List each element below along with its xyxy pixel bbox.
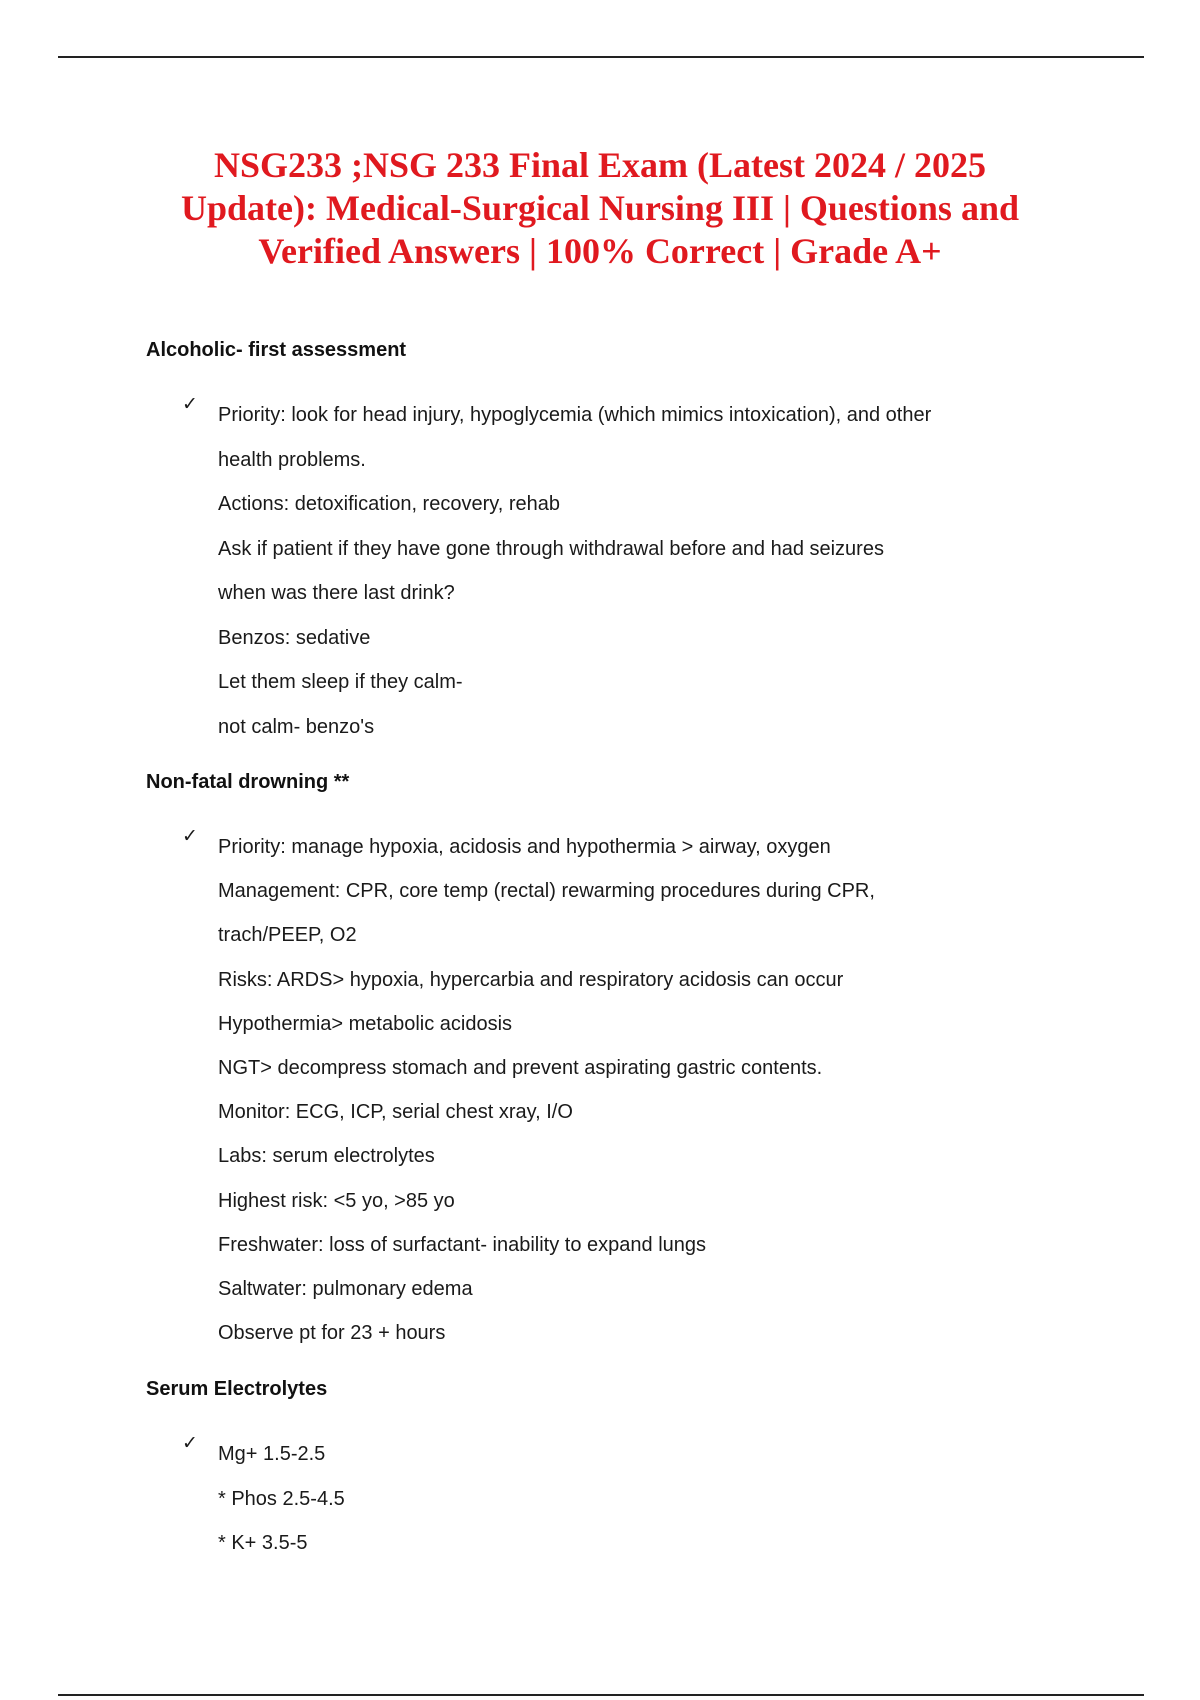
section-heading: Alcoholic- first assessment (146, 339, 407, 361)
answer-line: Hypothermia> metabolic acidosis (218, 1012, 513, 1035)
answer-line: Ask if patient if they have gone through withdrawal before and had seizures (218, 537, 884, 560)
checkmark-icon: ✓ (182, 1432, 198, 1454)
answer-line: Priority: look for head injury, hypoglycemia (which mimics intoxication), and other (218, 404, 932, 426)
answer-line: Benzos: sedative (218, 626, 371, 649)
answer-line: Observe pt for 23 + hours (218, 1322, 446, 1345)
answer-line: Priority: manage hypoxia, acidosis and hypothermia > airway, oxygen (218, 836, 831, 858)
answer-line: Let them sleep if they calm- (218, 671, 463, 693)
answer-entry (146, 1432, 1046, 1566)
section-alcoholic-assessment (146, 337, 1046, 749)
section-heading: Non-fatal drowning ** (146, 771, 350, 793)
section-serum-electrolytes (146, 1376, 1046, 1566)
answer-entry (146, 393, 1046, 749)
bottom-rule (58, 1694, 1144, 1696)
answer-line: NGT> decompress stomach and prevent aspirating gastric contents. (218, 1057, 823, 1080)
answer-line: Mg+ 1.5-2.5 (218, 1443, 326, 1465)
section-non-fatal-drowning (146, 769, 1046, 1355)
answer-line: * K+ 3.5-5 (218, 1532, 308, 1554)
title-line: Verified Answers | 100% Correct | Grade A+ (258, 231, 942, 271)
answer-line: * Phos 2.5-4.5 (218, 1487, 345, 1510)
answer-line: Risks: ARDS> hypoxia, hypercarbia and respiratory acidosis can occur (218, 968, 844, 991)
answer-entry (146, 825, 1046, 1355)
answer-line: when was there last drink? (218, 582, 455, 604)
checkmark-icon: ✓ (182, 393, 198, 415)
top-rule (58, 56, 1144, 58)
answer-line: trach/PEEP, O2 (218, 924, 357, 947)
answer-line: Freshwater: loss of surfactant- inability to expand lungs (218, 1233, 707, 1256)
checkmark-icon: ✓ (182, 825, 198, 847)
section-heading: Serum Electrolytes (146, 1378, 328, 1400)
answer-line: Monitor: ECG, ICP, serial chest xray, I/O (218, 1101, 573, 1124)
document-title (120, 144, 1080, 273)
answer-line: health problems. (218, 448, 366, 471)
answer-line: Labs: serum electrolytes (218, 1145, 435, 1168)
answer-line: not calm- benzo's (218, 715, 375, 738)
answer-line: Actions: detoxification, recovery, rehab (218, 493, 561, 515)
title-line: Update): Medical-Surgical Nursing III | Questions and (180, 188, 1019, 228)
title-line: NSG233 ;NSG 233 Final Exam (Latest 2024 / 2025 (213, 145, 986, 185)
answer-line: Saltwater: pulmonary edema (218, 1278, 473, 1301)
answer-line: Highest risk: <5 yo, >85 yo (218, 1189, 455, 1212)
answer-line: Management: CPR, core temp (rectal) rewarming procedures during CPR, (218, 880, 875, 903)
